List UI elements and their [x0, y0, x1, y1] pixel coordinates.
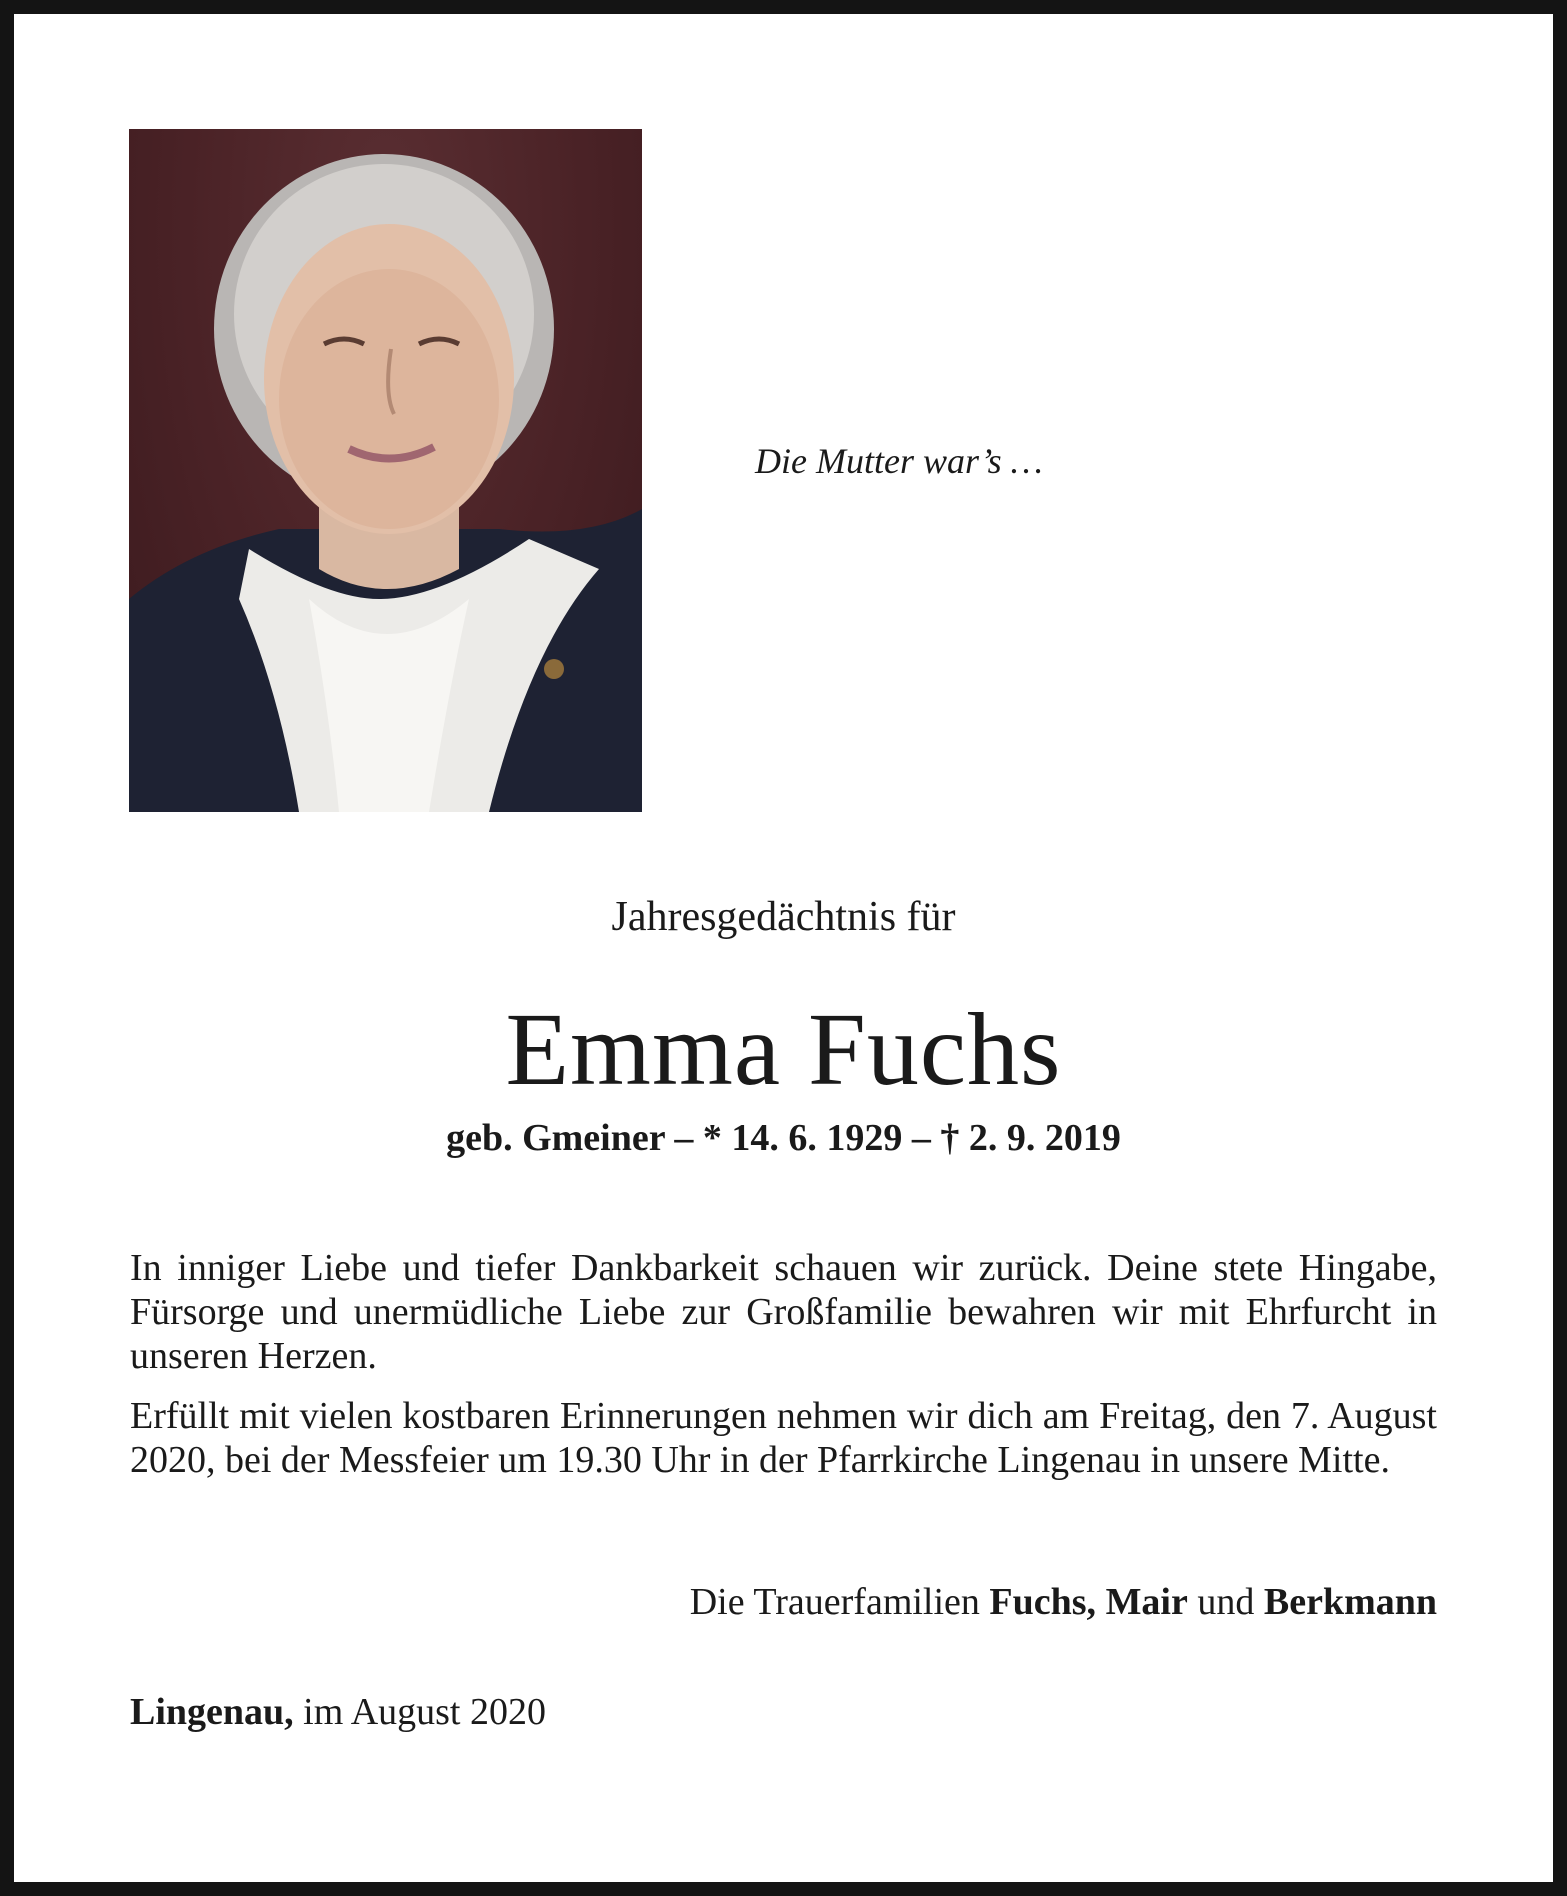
family-name-berkmann: Berkmann [1263, 1581, 1437, 1623]
intro-line: Jahresgedächtnis für [611, 894, 956, 940]
signature-prefix: Die Trauerfamilien [689, 1581, 980, 1623]
place-date-line [130, 1690, 546, 1734]
birth-death-dates: geb. Gmeiner – * 14. 6. 1929 – † 2. 9. 2019 [446, 1117, 1121, 1159]
deceased-name: Emma Fuchs [505, 992, 1062, 1107]
quote-line: Die Mutter war’s … [755, 441, 1043, 481]
family-name-mair: Mair [1105, 1581, 1188, 1623]
place-town: Lingenau, [130, 1691, 294, 1733]
portrait-photo [129, 129, 642, 812]
signature-line [690, 1580, 1437, 1624]
signature-conjunction: und [1197, 1581, 1255, 1623]
place-date: im August 2020 [303, 1691, 546, 1733]
body-paragraph-2: Erfüllt mit vielen kostbaren Erinnerungen nehmen wir dich am Freitag, den 7. August 2020, bei der Messfeier um 19.30 Uhr in der Pfarrkirche Lingenau in unsere Mitte. [130, 1395, 1437, 1481]
family-name-fuchs: Fuchs, [989, 1581, 1097, 1623]
body-paragraph-1: In inniger Liebe und tiefer Dankbarkeit schauen wir zurück. Deine stete Hingabe, Fürsorge und unermüdliche Liebe zur Großfamilie bewahren wir mit Ehrfurcht in unseren Herzen. [130, 1247, 1437, 1377]
